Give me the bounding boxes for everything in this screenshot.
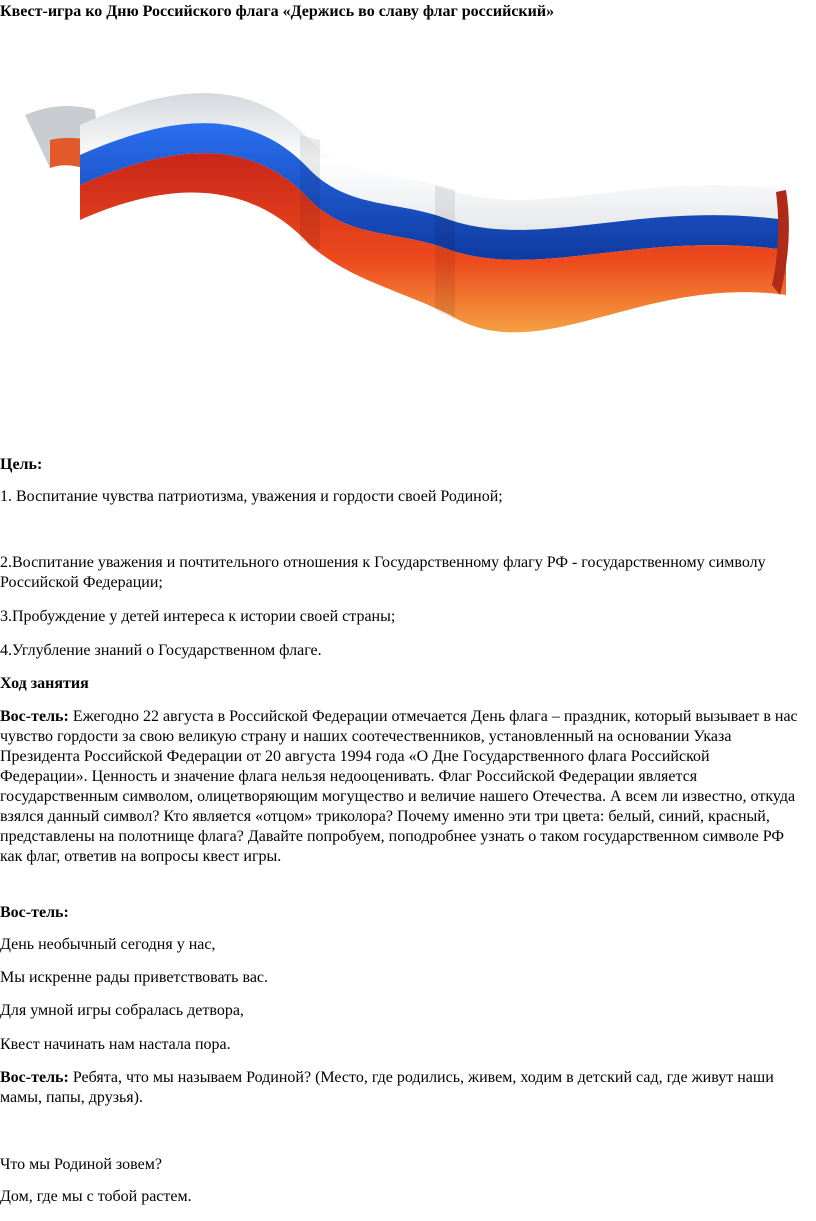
question-text: Ребята, что мы называем Родиной? (Место, где родились, живем, ходим в детский сад, где живут наши мамы, папы, друзья). [0, 1069, 774, 1106]
poem-line-1: День необычный сегодня у нас, [0, 936, 216, 953]
paragraph-question [0, 1068, 800, 1108]
speaker-label-3: Вос-тель: [0, 1069, 69, 1086]
poem2-line-2: Дом, где мы с тобой растем. [0, 1188, 192, 1205]
goal-item-4: 4.Углубление знаний о Государственном флаге. [0, 642, 322, 659]
goal-heading: Цель: [0, 456, 43, 473]
document-title: Квест-игра ко Дню Российского флага «Держись во славу флаг российский» [0, 3, 555, 20]
paragraph-intro [0, 707, 800, 867]
goal-item-1: 1. Воспитание чувства патриотизма, уважения и гордости своей Родиной; [0, 488, 503, 505]
paragraph-intro-text: Ежегодно 22 августа в Российской Федерации отмечается День флага – праздник, который вызывает в нас чувство гордости за свою великую страну и наших соотечественников, установленный на основании Указа Президента Российской Федерации от 20 августа 1994 года «О Дне Государственного флага Российской Федерации». Ценность и значение флага нельзя недооценивать. Флаг Российской Федерации является государственным символом, олицетворяющим могущество и величие нашего Отечества. А всем ли известно, откуда взялся данный символ? Кто является «отцом» триколора? Почему именно эти три цвета: белый, синий, красный, представлены на полотнище флага? Давайте попробуем, поподробнее узнать о таком государственном символе РФ как флаг, ответив на вопросы квест игры. [0, 708, 798, 865]
speaker-label-2: Вос-тель: [0, 904, 69, 921]
poem-line-2: Мы искренне рады приветствовать вас. [0, 969, 269, 986]
flag-ribbon-icon [20, 80, 796, 380]
poem-line-4: Квест начинать нам настала пора. [0, 1036, 231, 1053]
russian-flag-ribbon-image [20, 80, 796, 380]
speaker-label: Вос-тель: [0, 708, 69, 725]
poem2-line-1: Что мы Родиной зовем? [0, 1156, 162, 1173]
poem-line-3: Для умной игры собралась детвора, [0, 1002, 244, 1019]
lesson-heading: Ход занятия [0, 675, 89, 692]
goal-item-2: 2.Воспитание уважения и почтительного отношения к Государственному флагу РФ - государственному символу Российской Федерации; [0, 554, 766, 591]
goal-item-3: 3.Пробуждение у детей интереса к истории своей страны; [0, 608, 396, 625]
